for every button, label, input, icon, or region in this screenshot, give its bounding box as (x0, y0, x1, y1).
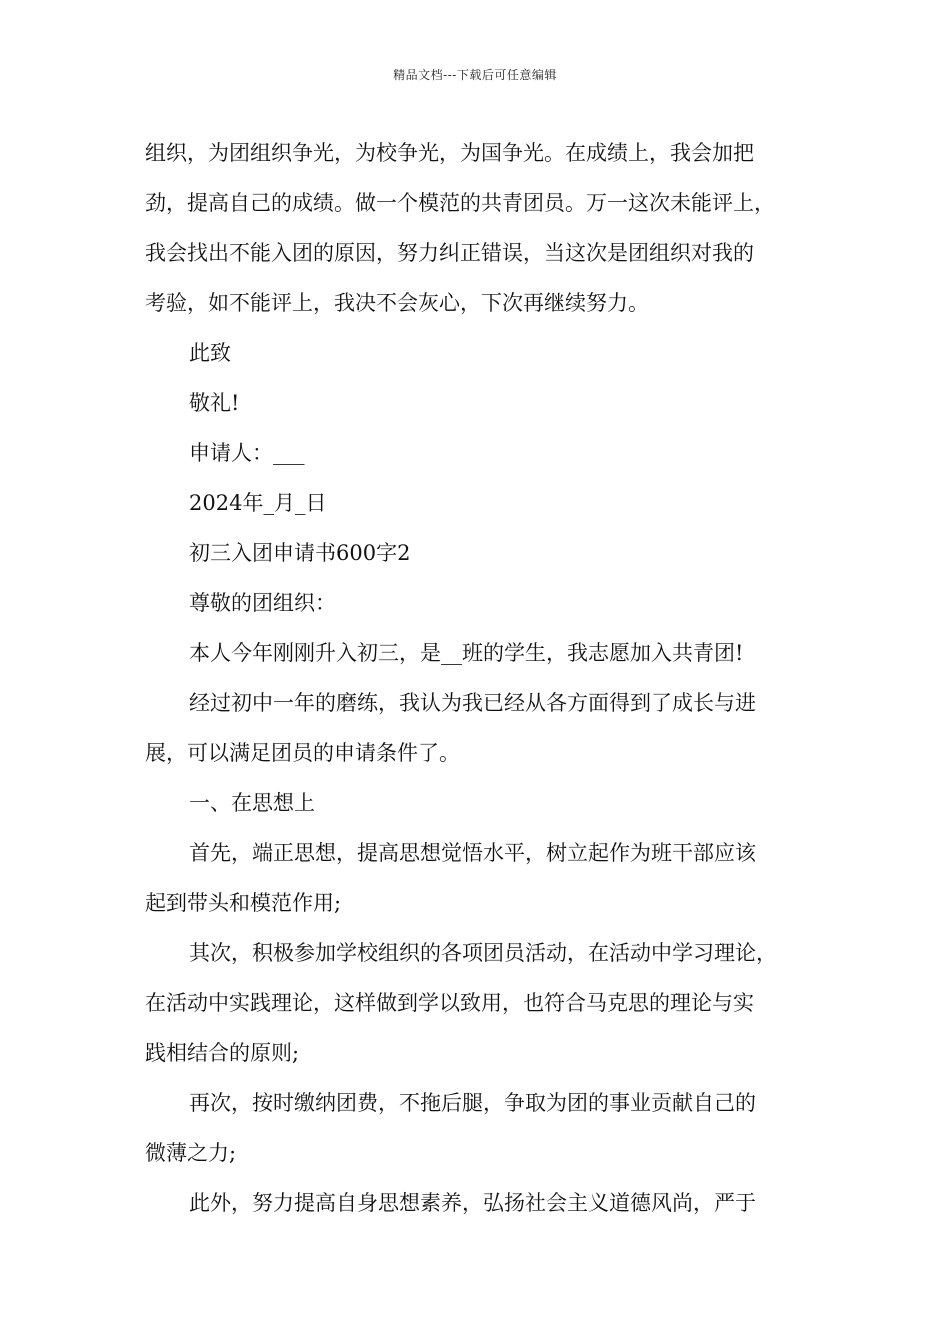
text-line: 微薄之力; (145, 1141, 237, 1165)
text-line: 本人今年刚刚升入初三，是__班的学生，我志愿加入共青团! (189, 641, 744, 665)
date-line (145, 478, 815, 528)
text-line: 申请人：___ (189, 441, 305, 465)
text-line: 尊敬的团组织： (189, 591, 336, 615)
text-line: 2024年_月_日 (189, 491, 327, 515)
paragraph-continuation (145, 128, 815, 328)
paragraph (145, 828, 815, 928)
text-line: 其次，积极参加学校组织的各项团员活动，在活动中学习理论， (189, 941, 777, 965)
page-header: 精品文档---下载后可任意编辑 (393, 68, 557, 82)
text-line: 经过初中一年的磨练，我认为我已经从各方面得到了成长与进 (189, 691, 756, 715)
paragraph (145, 928, 815, 1078)
closing-salutation (145, 328, 815, 378)
document-body (145, 128, 815, 1228)
paragraph (145, 1178, 815, 1228)
text-line: 此致 (189, 341, 231, 365)
text-line: 展，可以满足团员的申请条件了。 (145, 741, 460, 765)
closing-regards (145, 378, 815, 428)
greeting (145, 578, 815, 628)
text-line: 初三入团申请书600字2 (189, 541, 411, 565)
text-line: 考验，如不能评上，我决不会灰心，下次再继续努力。 (145, 291, 649, 315)
text-line: 此外，努力提高自身思想素养，弘扬社会主义道德风尚，严于 (189, 1191, 756, 1215)
paragraph (145, 628, 815, 678)
section-title (145, 528, 815, 578)
text-line: 劲，提高自己的成绩。做一个模范的共青团员。万一这次未能评上， (145, 191, 775, 215)
paragraph (145, 678, 815, 778)
text-line: 一、在思想上 (189, 791, 315, 815)
text-line: 敬礼! (189, 391, 240, 415)
paragraph (145, 1078, 815, 1178)
text-line: 再次，按时缴纳团费，不拖后腿，争取为团的事业贡献自己的 (189, 1091, 756, 1115)
text-line: 组织，为团组织争光，为校争光，为国争光。在成绩上，我会加把 (145, 141, 754, 165)
applicant-line (145, 428, 815, 478)
text-line: 我会找出不能入团的原因，努力纠正错误，当这次是团组织对我的 (145, 241, 754, 265)
text-line: 首先，端正思想，提高思想觉悟水平，树立起作为班干部应该 (189, 841, 756, 865)
text-line: 践相结合的原则; (145, 1041, 300, 1065)
text-line: 在活动中实践理论，这样做到学以致用，也符合马克思的理论与实 (145, 991, 754, 1015)
subheading (145, 778, 815, 828)
text-line: 起到带头和模范作用; (145, 891, 342, 915)
